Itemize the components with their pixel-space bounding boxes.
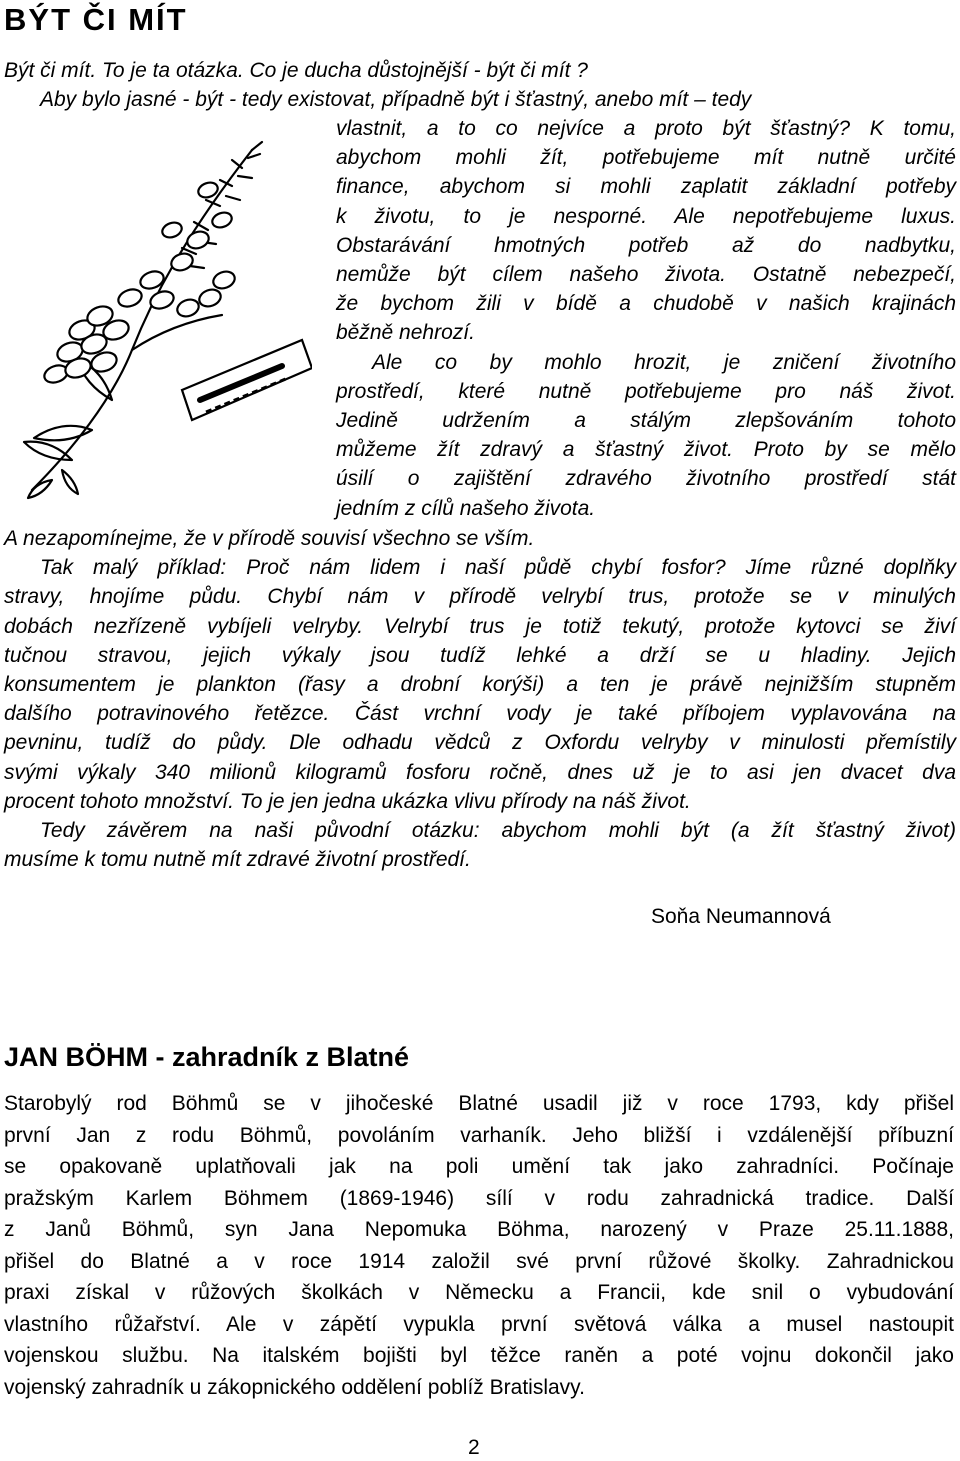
- article-line: Aby bylo jasné - být - tedy existovat, případně být i šťastný, anebo mít – tedy: [40, 88, 752, 111]
- article-line: musíme k tomu nutně mít zdravé životní prostředí.: [4, 848, 471, 872]
- article-line: A nezapomínejme, že v přírodě souvisí všechno se vším.: [4, 527, 535, 550]
- section-line: praxi získal v růžových školkách v Německu a Francii, kde snil o vybudování: [4, 1281, 954, 1304]
- article-line: tučnou stravou, jejich výkaly jsou tudíž lehké a drží se u hladiny. Jejich: [4, 643, 956, 667]
- article-line: dalšího potravinového řetězce. Část vrchní vody je také příbojem vyplavována na: [4, 702, 956, 726]
- article-line: můžeme žít zdravý a šťastný život. Proto by se mělo: [336, 438, 956, 462]
- article-line: jedním z cílů našeho života.: [336, 496, 596, 520]
- plant-illustration: [12, 130, 312, 510]
- article-line: k životu, to je nesporné. Ale nepotřebujeme luxus.: [336, 204, 956, 228]
- article-title: BÝT ČI MÍT: [4, 2, 188, 37]
- section-line: pražským Karlem Böhmem (1869-1946) sílí v rodu zahradnická tradice. Další: [4, 1186, 954, 1210]
- article-line: finance, abychom si mohli zaplatit základní potřeby: [336, 175, 956, 199]
- section-line: z Janů Böhmů, syn Jana Nepomuka Böhma, narozený v Praze 25.11.1888,: [4, 1218, 954, 1241]
- article-line: prostředí, které nutně potřebujeme pro náš život.: [336, 379, 956, 403]
- article-line: Být či mít. To je ta otázka. Co je ducha důstojnější - být či mít ?: [4, 59, 588, 82]
- article-line: Tedy závěrem na naši původní otázku: abychom mohli být (a žít šťastný život): [40, 819, 956, 843]
- article-line: nemůže být cílem našeho života. Ostatně nebezpečí,: [336, 263, 956, 287]
- article-line: dobách nezřízeně vybíjeli velryby. Velrybí trus je totiž tekutý, protože kytovci se živí: [4, 614, 956, 638]
- banknote-icon: [182, 340, 312, 420]
- section-line: první Jan z rodu Böhmů, povoláním varhaník. Jeho bližší i vzdálenější příbuzní: [4, 1123, 954, 1147]
- article-line: Ale co by mohlo hrozit, je zničení životního: [372, 350, 956, 374]
- article-line: Obstarávání hmotných potřeb až do nadbytku,: [336, 233, 956, 257]
- article-line: konsumentem je plankton (řasy a drobní korýši) a ten je právě nejnižším stupněm: [4, 673, 956, 697]
- section-line: se opakovaně uplatňovali jak na poli umění tak jako zahradníci. Počínaje: [4, 1155, 954, 1178]
- article-line: úsilí o zajištění zdravého životního prostředí stát: [336, 467, 956, 491]
- author-signature: Soňa Neumannová: [651, 905, 831, 928]
- article-line: abychom mohli žít, potřebujeme mít nutně určité: [336, 146, 956, 170]
- section-line: Starobylý rod Böhmů se v jihočeské Blatné usadil již v roce 1793, kdy přišel: [4, 1092, 954, 1115]
- article-line: svými výkaly 340 milionů kilogramů fosforu ročně, dnes už je to asi jen dvacet dva: [4, 760, 956, 784]
- article-line: vlastnit, a to co nejvíce a proto být šťastný? K tomu,: [336, 117, 956, 140]
- article-wrapped-text: [336, 114, 956, 523]
- article-line: Jedině udržením a stálým zlepšováním tohoto: [336, 409, 956, 433]
- article-line: Tak malý příklad: Proč nám lidem i naší půdě chybí fosfor? Jíme různé doplňky: [40, 556, 956, 580]
- section-line: přišel do Blatné a v roce 1914 založil své první růžové školky. Zahradnickou: [4, 1249, 954, 1273]
- article-line: procent tohoto množství. To je jen jedna ukázka vlivu přírody na náš život.: [4, 789, 691, 813]
- article-line: běžně nehrozí.: [336, 321, 475, 345]
- article-line: pevninu, tudíž do půdy. Dle odhadu vědců z Oxfordu velryby v minulosti přemístily: [4, 731, 956, 755]
- section-line: vojenský zahradník u zákopnického oddělení poblíž Bratislavy.: [4, 1375, 585, 1399]
- section-body: [4, 1088, 954, 1403]
- section-line: vlastního růžařství. Ale v zápětí vypukla první světová válka a musel nastoupit: [4, 1312, 954, 1336]
- article-line: stravy, hnojíme půdu. Chybí nám v přírodě velrybí trus, protože se v minulých: [4, 585, 956, 609]
- page-number: 2: [468, 1436, 480, 1459]
- section-title: JAN BÖHM - zahradník z Blatné: [4, 1042, 410, 1072]
- section-line: vojenskou službu. Na italském bojišti byl těžce raněn a poté vojnu dokončil jako: [4, 1344, 954, 1367]
- article-full-text: [4, 524, 956, 874]
- article-line: že bychom žili v bídě a chudobě v našich krajinách: [336, 292, 956, 316]
